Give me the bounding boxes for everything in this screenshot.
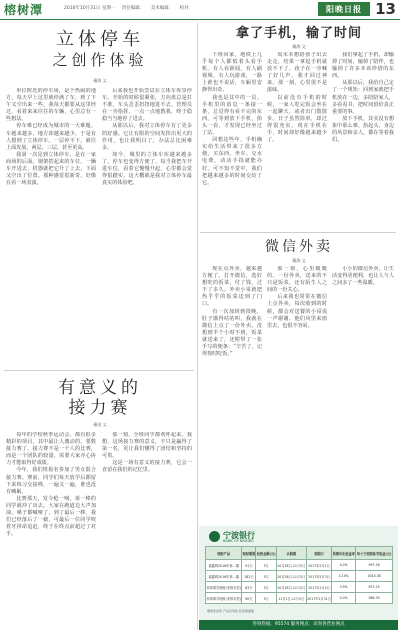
paragraph: 每年的学校秋季运动会，都有很多精彩的项目，其中最让人激动的，要数接力赛了。接力赛不是一个人的比赛，而是一个团队的较量，需要大家齐心协力才能取得好成绩。: [6, 432, 96, 467]
table-cell: 机构尊享理财(非保本型): [206, 593, 242, 604]
table-cell: 2017年1月31日: [306, 593, 331, 604]
bank-name: 宁波银行: [223, 530, 255, 540]
table-row: [206, 560, 393, 571]
table-cell: 3.9%: [332, 582, 356, 593]
paragraph: 比赛那天，发令枪一响，第一棒的同学就冲了出去。大家在跑道边大声加油，嗓子都喊哑了。到了最后一棒，我们已经落后了一截，可最后一位同学咬着牙拼命追赶，终于在终点前超过了对手。: [6, 495, 96, 538]
paragraph: 那一刻，全班同学都欢呼起来。我想，这场接力赛的意义，不只是赢得了第一名，更让我们懂得了团结和坚持的可贵。: [102, 432, 192, 460]
table-cell: 90天: [242, 593, 256, 604]
article-byline: 戴海 文: [93, 78, 107, 83]
column-header: 起售金额(元): [256, 547, 276, 560]
table-row: [206, 582, 393, 593]
paragraph: 周末本想陪孩子出去走走，结果一拿起手机就放不下了。孩子在一旁喊了好几声，我才回过神来。那一刻，心里很不是滋味。: [267, 52, 327, 94]
paragraph: 这是一场有意义的接力赛，它会一直留在我们的记忆里。: [102, 460, 192, 474]
article-byline: 戴海 文: [292, 258, 306, 263]
product-table: [205, 546, 393, 604]
article-body-col-1: [6, 432, 96, 630]
section-name: 榕树潭: [4, 3, 44, 17]
column-header: 到期日: [306, 547, 331, 560]
paragraph: 我们拿起了手机，却输掉了时间，输掉了陪伴，也输掉了许多本该珍惜的东西。: [332, 52, 394, 80]
paragraph: 如今，城里的立体车库越来越多了，停车也变得方便了。每当我把车开进车位，看着它慢慢升起，心里都会觉得很踏实。这大概就是我对立体停车最真实的体验吧。: [102, 151, 192, 187]
paragraph: 那一刻，心里暖暖的。一份外卖，送来的不只是饭菜，还有陌生人之间的一份关心。: [267, 266, 327, 294]
table-cell: 4.0%: [332, 593, 356, 604]
article-title: 微信外卖: [265, 239, 333, 255]
ad-footer-bar: 咨询热线：95574 服务网点：详询各营业网点: [199, 620, 398, 630]
paragraph: 从那以后，我给自己定了一个规矩：回到家就把手机放在一边，多陪陪家人，多看看书，把时间留给真正重要的事。: [332, 80, 394, 115]
table-cell: 673.15: [356, 582, 393, 593]
paragraph: 今年，我们班报名参加了男女混合接力赛。赛前，同学们每天放学后都留下来练习交接棒，一遍又一遍，谁也没有喊累。: [6, 467, 96, 495]
table-cell: 5万: [256, 560, 276, 571]
article-body-col-1: [6, 88, 96, 366]
issue-date: 2016年10月31日 星期一: [64, 6, 116, 11]
proofreader-credit: 校对：: [179, 6, 194, 11]
designer-credit: 美术编辑：: [150, 6, 174, 11]
article-body-col-2: [102, 88, 192, 366]
table-row: [206, 593, 393, 604]
table-cell: 4.10%: [332, 571, 356, 582]
header-meta: [64, 5, 198, 11]
table-cell: 5万: [256, 582, 276, 593]
title-line: 有意义的: [58, 378, 142, 398]
column-header: 理财产品: [206, 547, 242, 560]
table-cell: 10月28日-11月2日: [276, 571, 306, 582]
table-cell: 2017年5月3日: [306, 571, 331, 582]
bank-logo-icon: [209, 531, 220, 542]
table-cell: 2017年2月1日: [306, 560, 331, 571]
table-cell: 5万: [256, 571, 276, 582]
paragraph: 单位附近的停车场，是个热闹的地方，每天早上这里就停满了车，到了下午又空出来一些。我每天都要从这里经过，看着来来往往的车辆，心里总有一些想法。: [6, 88, 96, 123]
table-cell: 10月28日-11月2日: [276, 582, 306, 593]
paragraph: 现在点外卖，越来越方便了。打开微信，选好想吃的饭菜，付了钱，过不了多久，外卖小哥就把热乎乎的饭菜送到了门口。: [202, 266, 262, 308]
column-header: 理财期限: [242, 547, 256, 560]
article-body-col-3: [332, 52, 394, 228]
title-line: 之创作体验: [52, 51, 148, 69]
paragraph: 放下手机，其实没有想象中那么难。抬起头，身边的风景和亲人，都在等着我们。: [332, 115, 394, 144]
paragraph: 停车难已经成为城市的一大难题。车越来越多，地方却越来越少，于是有人想到了立体停车。一层停不下，就往上面发展，两层、三层，甚至更高。: [6, 123, 96, 151]
table-cell: 2017年1月4日: [306, 582, 331, 593]
page-number: 13: [375, 0, 396, 18]
table-cell: 嘉鑫利2016年第…期: [206, 560, 242, 571]
editor-credit: 责任编辑：: [121, 6, 145, 11]
paragraph: 我第一次见到立体停车，是在一家商场的后面。钢架搭起来的车位，一辆车开进去，机器就把它升了上去，下面又空出了位置。那种感觉很新奇，好像在看一场表演。: [6, 151, 96, 187]
column-divider: [197, 23, 198, 630]
table-cell: 2044.38: [356, 571, 393, 582]
table-cell: 机构尊享理财(非保本型): [206, 582, 242, 593]
table-row: [206, 571, 393, 582]
title-line: 接力赛: [68, 398, 132, 418]
table-cell: 5万: [256, 593, 276, 604]
paragraph: 回想这些年，手机确实给生活带来了很多方便。买东西、坐车、交水电费，动动手指就能办好。可不知不觉中，我们把越来越多的时间交给了它。: [202, 137, 262, 186]
bank-advertisement: [199, 526, 398, 630]
table-cell: 10月28日-11月2日: [276, 560, 306, 571]
table-cell: 63天: [242, 582, 256, 593]
bank-name-english: BANK OF NINGBO: [223, 539, 254, 543]
table-cell: 11月1日-11月2日: [276, 593, 306, 604]
article-title: 拿了手机，输了时间: [235, 26, 362, 41]
table-cell: 91天: [242, 560, 256, 571]
column-header: 每十万到期参考收益(元): [356, 547, 393, 560]
article-byline: 戴金 文: [93, 422, 107, 427]
article-title: [20, 378, 180, 418]
paragraph: 小小的微信外卖，让生活变得更便利，也让人与人之间多了一些温暖。: [332, 266, 394, 287]
paragraph: 从那以后，我对立体停车有了更多的好感。它让有限的空间发挥出更大的作用，也让我明白了，办法总比困难多。: [102, 123, 192, 151]
article-body-col-2: [267, 52, 327, 228]
article-body-col-1: [202, 52, 262, 228]
column-header: 认购期: [276, 547, 306, 560]
title-line: 立体停车: [56, 29, 144, 50]
table-cell: 嘉鑫利2016年第…期: [206, 571, 242, 582]
table-cell: 997.26: [356, 560, 393, 571]
article-title: [20, 30, 180, 70]
article-body-col-2: [102, 432, 192, 630]
article-body-col-3: [332, 266, 394, 522]
table-header-row: [206, 547, 393, 560]
table-cell: 986.30: [356, 593, 393, 604]
paragraph: 有一次加班到很晚，肚子饿得咕咕叫，我就在微信上点了一份外卖。没想到半个小时不到，饭菜就送来了，还附带了一张手写的便条：“辛苦了，记得按时吃饭。”: [202, 308, 262, 358]
newspaper-logo: 阳晚日报: [318, 2, 370, 16]
paragraph: 以前没有手机的时候，一家人吃完饭会坐在一起聊天，或者出门散散步。日子虽然简单，却过得很充实。现在手机在手，时间却好像越来越少了。: [267, 94, 327, 144]
table-cell: 182天: [242, 571, 256, 582]
page-header: [0, 0, 400, 20]
table-cell: 4.0%: [332, 560, 356, 571]
paragraph: 后来我也开始尝试在立体车库里停车。开始的时候很紧张，方向盘总是打不准，车头歪歪扭扭地进不去。管理员在一旁指挥，一点一点地教我，终于稳稳当当地停了进去。: [102, 88, 192, 123]
article-body-col-1: [202, 266, 262, 522]
risk-note: 理财非存款 产品有风险 投资须谨慎: [207, 609, 254, 613]
article-divider: [4, 370, 194, 371]
column-header: 预期年化收益率: [332, 547, 356, 560]
article-divider: [200, 232, 396, 233]
paragraph: 我也是其中的一员。手机里的消息一条接一条，总觉得有看不完的东西。可等到放下手机，抬头一看，才发现已经坐过了站。: [202, 94, 262, 137]
paragraph: 后来我也常常在微信上点外卖，每次收到的时候，都会对送餐的小哥说一声谢谢。他们风里来雨里去，也很不容易。: [267, 294, 327, 329]
article-body-col-2: [267, 266, 327, 522]
paragraph: 下班回家，地铁上几乎每个人都低着头看手机。有人看新闻，有人刷视频，有人玩游戏，一路上谁也不说话，车厢里安静得出奇。: [202, 52, 262, 94]
article-byline: 戴海 文: [292, 44, 306, 49]
